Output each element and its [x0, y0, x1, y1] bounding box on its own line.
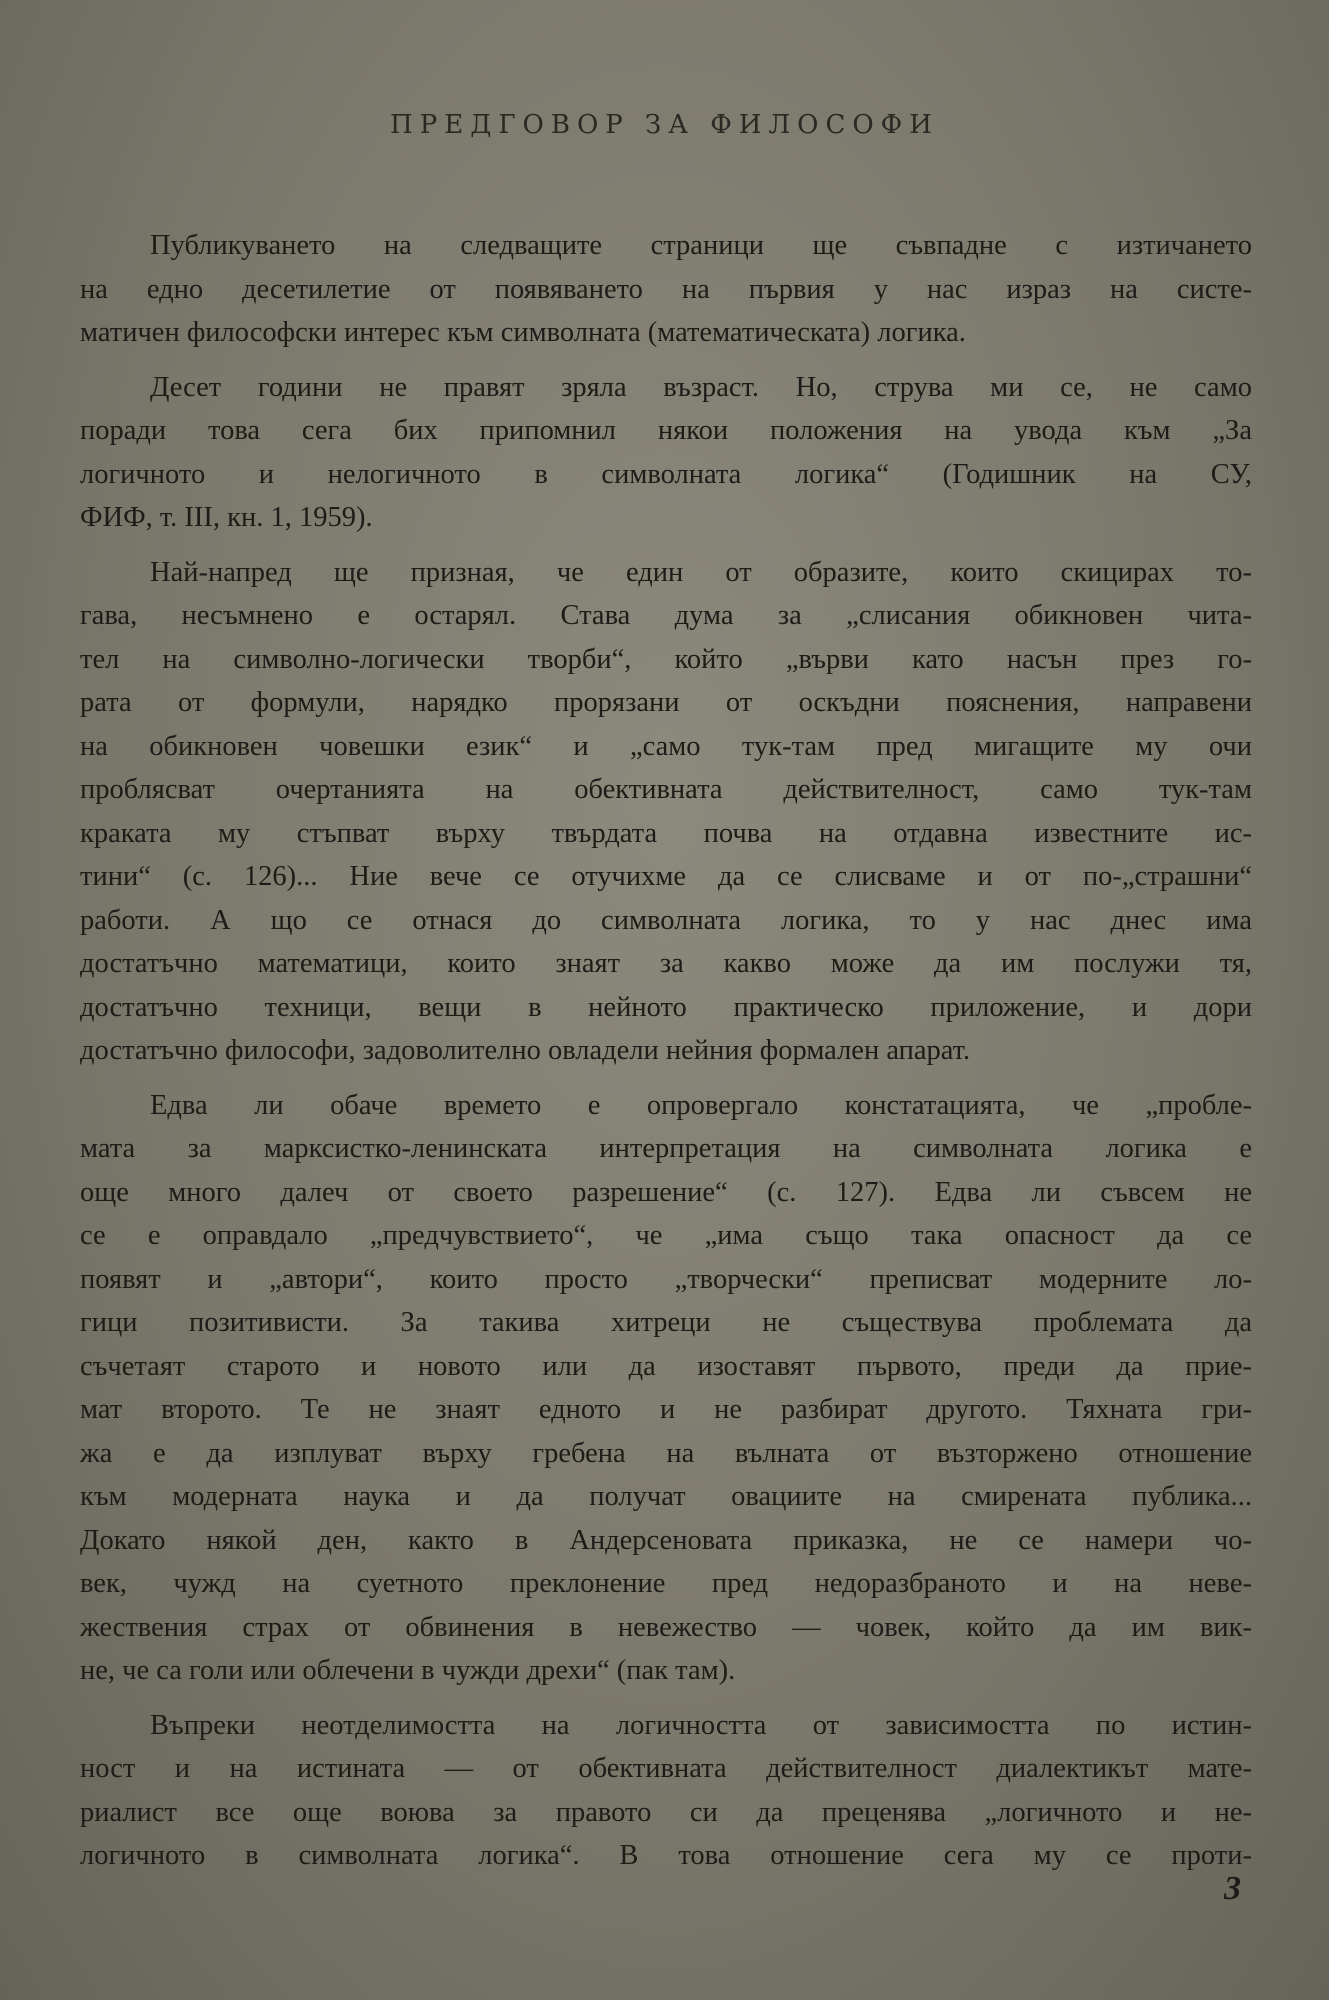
paragraph-2	[80, 366, 1252, 540]
text-line: рата от формули, нарядко прорязани от оскъдни пояснения, направени	[80, 687, 1252, 718]
text-line: на едно десетилетие от появяването на първия у нас израз на систе-	[80, 273, 1252, 305]
text-line: достатъчно философи, задоволително овладели нейния формален апарат.	[80, 1035, 971, 1066]
text-line: Докато някой ден, както в Андерсеновата приказка, не се намери чо-	[80, 1524, 1252, 1556]
text-line: краката му стъпват върху твърдата почва на отдавна известните ис-	[80, 817, 1252, 849]
text-line: не, че са голи или облечени в чужди дрехи“ (пак там).	[80, 1655, 736, 1686]
text-line: логичното и нелогичното в символната логика“ (Годишник на СУ,	[80, 458, 1252, 490]
text-line: ФИФ, т. III, кн. 1, 1959).	[80, 502, 373, 533]
text-line: се е оправдало „предчувствието“, че „има също така опасност да се	[80, 1220, 1252, 1251]
paragraph-1	[80, 224, 1252, 355]
body-text	[80, 224, 1252, 1889]
text-line: гава, несъмнено е остарял. Става дума за „слисания обикновен чита-	[80, 600, 1252, 631]
paragraph-5	[80, 1704, 1252, 1878]
text-line: към модерната наука и да получат овациите на смирената публика...	[80, 1481, 1252, 1512]
paragraph-3	[80, 551, 1252, 1073]
text-line: жествения страх от обвинения в невежество — човек, който да им вик-	[80, 1611, 1252, 1643]
text-line: съчетаят старото и новото или да изоставят първото, преди да прие-	[80, 1350, 1252, 1382]
text-line: матичен философски интерес към символната (математическата) логика.	[80, 317, 966, 348]
text-line: достатъчно техници, вещи в нейното практическо приложение, и дори	[80, 991, 1252, 1023]
text-line: поради това сега бих припомнил някои положения на увода към „За	[80, 415, 1252, 446]
text-line: работи. А що се отнася до символната логика, то у нас днес има	[80, 904, 1252, 936]
text-line: появят и „автори“, които просто „творчески“ преписват модерните ло-	[80, 1263, 1252, 1295]
text-line: гици позитивисти. За такива хитреци не съществува проблемата да	[80, 1307, 1252, 1338]
paragraph-4	[80, 1084, 1252, 1693]
running-title: ПРЕДГОВОР ЗА ФИЛОСОФИ	[390, 110, 939, 140]
text-line: още много далеч от своето разрешение“ (с. 127). Едва ли съвсем не	[80, 1176, 1252, 1208]
text-line: мата за марксистко-ленинската интерпретация на символната логика е	[80, 1133, 1252, 1164]
text-line: жа е да изплуват върху гребена на вълната от възторжено отношение	[80, 1437, 1252, 1469]
text-line: риалист все още воюва за правото си да преценява „логичното и не-	[80, 1796, 1252, 1828]
text-line: век, чужд на суетното преклонение пред недоразбраното и на невe-	[80, 1568, 1252, 1599]
text-line: Публикуването на следващите страници ще съвпадне с изтичането	[150, 230, 1252, 261]
text-line: достатъчно математици, които знаят за какво може да им послужи тя,	[80, 948, 1252, 979]
text-line: Едва ли обаче времето е опровергало констатацията, че „пробле-	[150, 1089, 1252, 1121]
text-line: проблясват очертанията на обективната действителност, само тук-там	[80, 774, 1252, 805]
text-line: тини“ (с. 126)... Ние вече се отучихме да се слисваме и от по-„страшни“	[80, 861, 1252, 892]
text-line: Най-напред ще призная, че един от образите, които скицирах то-	[150, 556, 1252, 588]
text-line: Десет години не правят зряла възраст. Но, струва ми се, не само	[150, 371, 1252, 403]
text-line: тел на символно-логически творби“, който „върви като насън през го-	[80, 643, 1252, 675]
text-line: на обикновен човешки език“ и „само тук-там пред мигащите му очи	[80, 730, 1252, 762]
text-line: ност и на истината — от обективната действителност диалектикът мате-	[80, 1753, 1252, 1784]
page-number: 3	[1224, 1870, 1241, 1907]
text-line: Въпреки неотделимостта на логичността от зависимостта по истин-	[150, 1709, 1252, 1741]
text-line: логичното в символната логика“. В това отношение сега му се проти-	[80, 1840, 1252, 1871]
text-line: мат второто. Те не знаят едното и не разбират другото. Тяхната гри-	[80, 1394, 1252, 1425]
